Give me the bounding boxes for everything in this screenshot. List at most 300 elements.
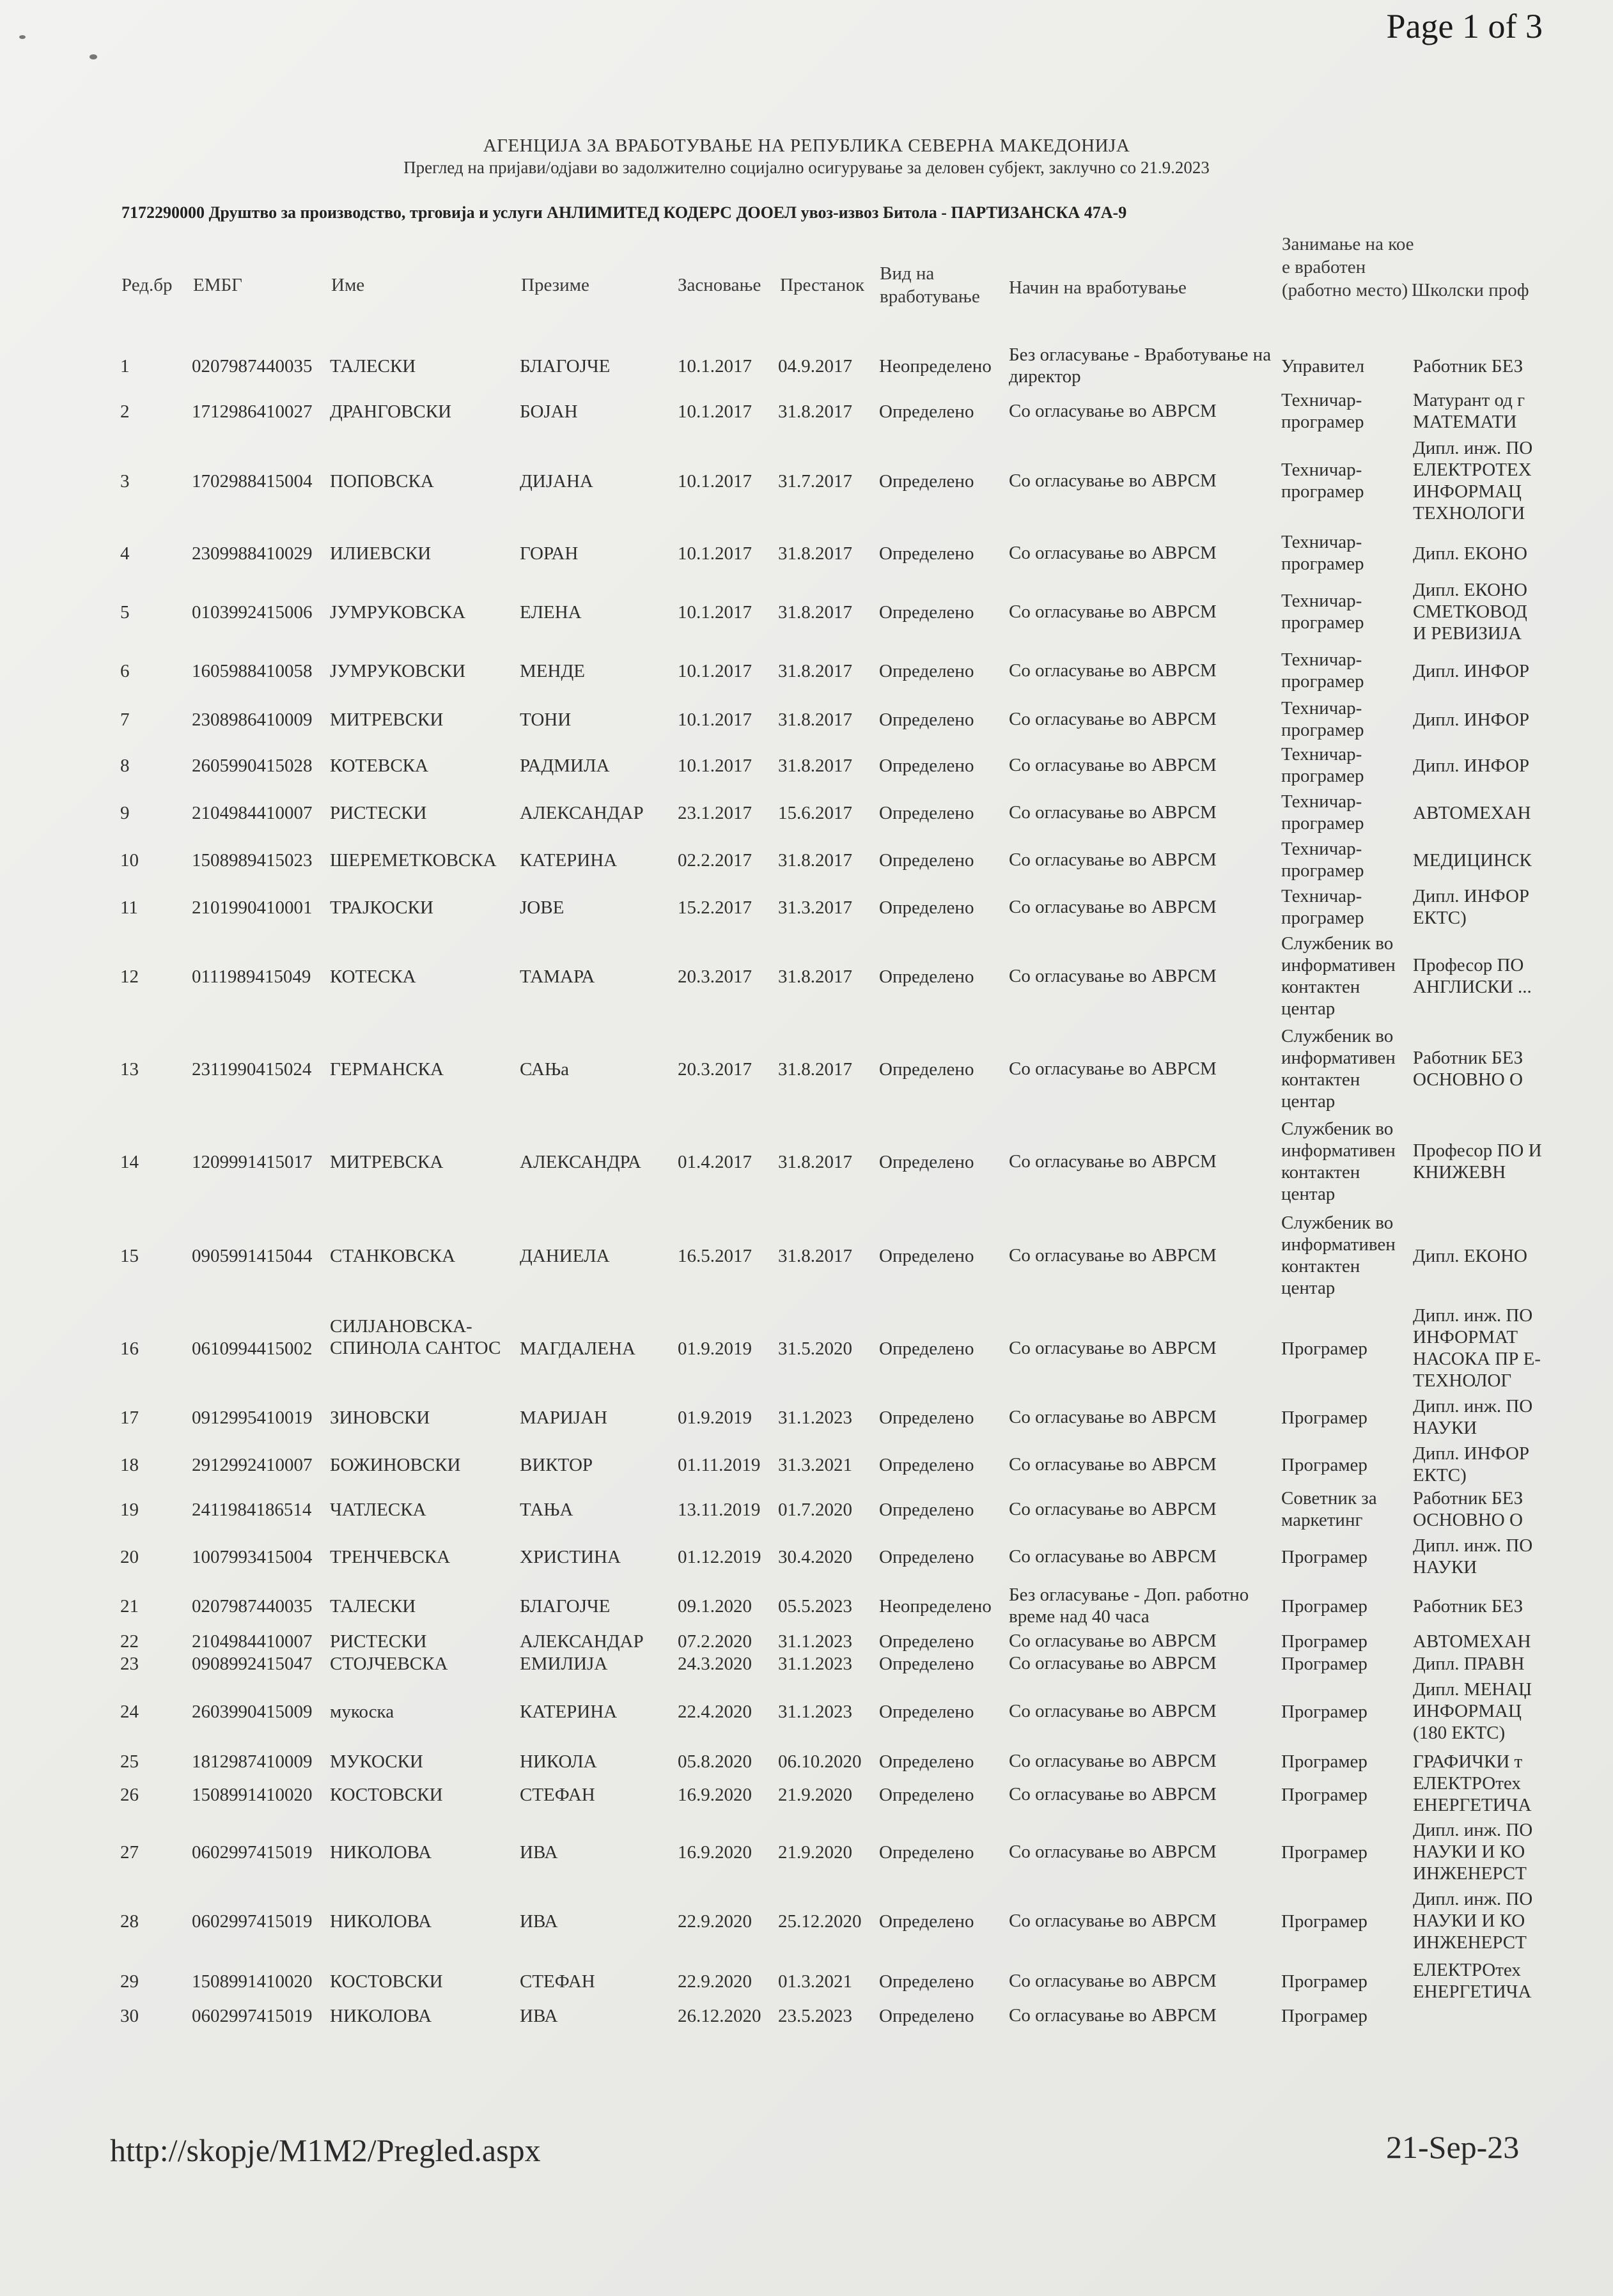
cell-no: 5 [120,602,130,623]
col-header-ime: Име [331,275,365,295]
cell-prezime: АЛЕКСАНДРА [520,1152,641,1172]
cell-zan: Програмер [1281,1654,1368,1674]
cell-zan: Техничар-програмер [1281,744,1364,786]
cell-nacin: Со огласување во АВРСМ [1009,755,1217,775]
cell-zan: Службеник во информативен контактен центар [1281,1026,1396,1112]
cell-zan: Програмер [1281,1455,1368,1475]
cell-embg: 1508991410020 [192,1971,313,1992]
cell-no: 19 [120,1500,139,1520]
cell-sk: Професор ПО И КНИЖЕВН [1413,1140,1542,1183]
cell-embg: 1508991410020 [192,1785,313,1805]
cell-ime: СТОЈЧЕВСКА [330,1654,448,1674]
cell-no: 2 [120,401,130,422]
cell-nacin: Со огласување во АВРСМ [1009,802,1217,823]
cell-ime: ПОПОВСКА [330,471,434,492]
cell-embg: 1209991415017 [192,1152,313,1172]
cell-vid: Определено [879,543,974,564]
col-header-nacin: Начин на вработување [1009,277,1187,298]
cell-prezime: ЈОВЕ [520,897,565,918]
cell-pre: 31.3.2021 [778,1455,852,1475]
cell-prezime: СТЕФАН [520,1785,595,1805]
cell-vid: Определено [879,1500,974,1520]
cell-prezime: ДИЈАНА [520,471,593,492]
cell-no: 8 [120,756,130,776]
col-header-prestanok: Престанок [780,275,864,295]
cell-zas: 07.2.2020 [678,1631,752,1652]
cell-sk: Дипл. инж. ПО НАУКИ И КО ИНЖЕНЕРСТ [1413,1820,1533,1884]
cell-pre: 31.7.2017 [778,471,852,492]
cell-ime: РИСТЕСКИ [330,803,427,823]
cell-nacin: Со огласување во АВРСМ [1009,543,1217,563]
cell-zan: Советник за маркетинг [1281,1488,1377,1530]
col-header-skolski: Школски проф [1412,280,1529,300]
cell-zan: Службеник во информативен контактен центар [1281,1119,1396,1204]
cell-zan: Програмер [1281,1596,1368,1617]
cell-sk: Дипл. инж. ПО НАУКИ [1413,1535,1533,1578]
cell-embg: 0610994415002 [192,1338,313,1359]
cell-pre: 21.9.2020 [778,1785,852,1805]
cell-vid: Определено [879,1059,974,1080]
cell-vid: Определено [879,661,974,681]
cell-zan: Програмер [1281,1338,1368,1359]
cell-zan: Програмер [1281,1751,1368,1772]
cell-ime: МИТРЕВСКИ [330,710,444,730]
cell-no: 10 [120,850,139,871]
cell-zan: Програмер [1281,1408,1368,1428]
cell-sk: МЕДИЦИНСК [1413,850,1532,871]
cell-vid: Определено [879,1842,974,1863]
cell-vid: Определено [879,1971,974,1992]
col-header-prezime: Презиме [521,275,589,295]
cell-vid: Определено [879,2006,974,2026]
cell-prezime: ГОРАН [520,543,579,564]
cell-ime: КОТЕВСКА [330,756,428,776]
page-number: Page 1 of 3 [1386,7,1543,45]
cell-prezime: НИКОЛА [520,1751,597,1772]
cell-zan: Техничар-програмер [1281,791,1364,834]
cell-ime: ШЕРЕМЕТКОВСКА [330,850,497,871]
cell-pre: 31.8.2017 [778,1059,852,1080]
cell-embg: 2411984186514 [192,1500,312,1520]
cell-sk: ЕЛЕКТРОтех ЕНЕРГЕТИЧА [1413,1773,1532,1815]
cell-pre: 04.9.2017 [778,356,852,376]
cell-zas: 10.1.2017 [678,471,752,492]
cell-zan: Техничар-програмер [1281,390,1364,432]
cell-vid: Неопределено [879,356,992,376]
cell-pre: 31.5.2020 [778,1338,852,1359]
cell-zan: Техничар-програмер [1281,591,1364,633]
company-line: 7172290000 Друштво за производство, трговија и услуги АНЛИМИТЕД КОДЕРС ДООЕЛ увоз-извоз Битола - ПАРТИЗАНСКА 47А-9 [121,203,1127,222]
cell-embg: 0207987440035 [192,356,313,376]
cell-nacin: Со огласување во АВРСМ [1009,660,1217,681]
cell-zan: Службеник во информативен контактен центар [1281,933,1396,1019]
cell-sk: ГРАФИЧКИ т [1413,1751,1523,1772]
cell-no: 27 [120,1842,139,1863]
cell-prezime: КАТЕРИНА [520,850,618,871]
cell-ime: КОСТОВСКИ [330,1785,443,1805]
cell-ime: ТАЛЕСКИ [330,356,416,376]
cell-zas: 10.1.2017 [678,401,752,422]
cell-zan: Техничар-програмер [1281,532,1364,574]
cell-vid: Определено [879,1785,974,1805]
cell-zas: 01.4.2017 [678,1152,752,1172]
cell-nacin: Со огласување во АВРСМ [1009,1059,1217,1079]
cell-prezime: РАДМИЛА [520,756,610,776]
cell-pre: 31.3.2017 [778,897,852,918]
cell-sk: Матурант од г МАТЕМАТИ [1413,390,1525,432]
cell-sk: Дипл. ПРАВН [1413,1654,1525,1674]
cell-ime: ТРАЈКОСКИ [330,897,433,918]
cell-vid: Определено [879,897,974,918]
cell-sk: Професор ПО АНГЛИСКИ ... [1413,955,1532,997]
cell-zan: Службеник во информативен контактен центар [1281,1213,1396,1298]
cell-prezime: БЛАГОЈЧЕ [520,356,611,376]
cell-vid: Определено [879,1547,974,1567]
cell-ime: БОЖИНОВСКИ [330,1455,461,1475]
cell-embg: 2104984410007 [192,803,313,823]
cell-no: 20 [120,1547,139,1567]
cell-ime: ЗИНОВСКИ [330,1408,430,1428]
cell-pre: 31.8.2017 [778,1152,852,1172]
cell-ime: мукоска [330,1702,394,1722]
cell-prezime: ТАЊА [520,1500,573,1520]
cell-nacin: Без огласување - Вработување на директор [1009,345,1272,387]
cell-prezime: ЕМИЛИЈА [520,1654,608,1674]
cell-vid: Определено [879,602,974,623]
cell-nacin: Со огласување во АВРСМ [1009,1784,1217,1804]
cell-sk: Работник БЕЗ [1413,356,1523,376]
cell-ime: ТРЕНЧЕВСКА [330,1547,451,1567]
cell-no: 30 [120,2006,139,2026]
cell-pre: 31.8.2017 [778,966,852,987]
cell-prezime: ИВА [520,2006,558,2026]
cell-vid: Определено [879,1631,974,1652]
cell-vid: Определено [879,756,974,776]
cell-no: 22 [120,1631,139,1652]
cell-zan: Управител [1281,356,1365,376]
cell-ime: МУКОСКИ [330,1751,423,1772]
cell-no: 26 [120,1785,139,1805]
cell-vid: Определено [879,803,974,823]
cell-nacin: Со огласување во АВРСМ [1009,1407,1217,1427]
cell-zas: 16.9.2020 [678,1842,752,1863]
cell-prezime: БЛАГОЈЧЕ [520,1596,611,1617]
cell-embg: 2605990415028 [192,756,313,776]
cell-ime: КОСТОВСКИ [330,1971,443,1992]
cell-zan: Програмер [1281,1631,1368,1652]
cell-sk: Работник БЕЗ ОСНОВНО О [1413,1488,1523,1530]
col-header-no: Ред.бр [121,275,173,295]
cell-pre: 05.5.2023 [778,1596,852,1617]
cell-zas: 10.1.2017 [678,756,752,776]
cell-prezime: ВИКТОР [520,1455,593,1475]
cell-zas: 24.3.2020 [678,1654,752,1674]
cell-sk: Дипл. инж. ПО НАУКИ И КО ИНЖЕНЕРСТ [1413,1889,1533,1953]
cell-no: 6 [120,661,130,681]
cell-nacin: Со огласување во АВРСМ [1009,1842,1217,1862]
cell-zan: Програмер [1281,1911,1368,1932]
cell-nacin: Со огласување во АВРСМ [1009,709,1217,729]
cell-embg: 0111989415049 [192,966,311,987]
cell-prezime: КАТЕРИНА [520,1702,618,1722]
cell-nacin: Со огласување во АВРСМ [1009,966,1217,986]
cell-nacin: Со огласување во АВРСМ [1009,601,1217,622]
cell-embg: 2912992410007 [192,1455,313,1475]
cell-pre: 01.3.2021 [778,1971,852,1992]
cell-nacin: Со огласување во АВРСМ [1009,849,1217,870]
cell-no: 9 [120,803,130,823]
paper-speck [19,35,26,39]
cell-zas: 23.1.2017 [678,803,752,823]
cell-embg: 1812987410009 [192,1751,313,1772]
cell-sk: Дипл. инж. ПО ИНФОРМАТ НАСОКА ПР Е-ТЕХНОЛОГ [1413,1305,1541,1391]
cell-zan: Програмер [1281,1785,1368,1805]
cell-pre: 31.1.2023 [778,1654,852,1674]
cell-pre: 31.8.2017 [778,602,852,623]
cell-sk: Дипл. ЕКОНО [1413,1246,1527,1266]
cell-no: 4 [120,543,130,564]
cell-pre: 31.8.2017 [778,756,852,776]
cell-vid: Определено [879,1911,974,1932]
cell-zan: Програмер [1281,1547,1368,1567]
cell-pre: 23.5.2023 [778,2006,852,2026]
cell-no: 28 [120,1911,139,1932]
cell-ime: ЈУМРУКОВСКА [330,602,466,623]
cell-nacin: Со огласување во АВРСМ [1009,1653,1217,1673]
cell-pre: 31.1.2023 [778,1631,852,1652]
cell-no: 15 [120,1246,139,1266]
cell-ime: ЧАТЛЕСКА [330,1500,426,1520]
cell-zan: Програмер [1281,1702,1368,1722]
footer-url: http://skopje/M1M2/Pregled.aspx [110,2132,541,2168]
cell-zan: Програмер [1281,2006,1368,2026]
cell-pre: 21.9.2020 [778,1842,852,1863]
cell-ime: ТАЛЕСКИ [330,1596,416,1617]
cell-vid: Определено [879,966,974,987]
cell-embg: 1702988415004 [192,471,313,492]
cell-pre: 31.8.2017 [778,850,852,871]
cell-prezime: ТОНИ [520,710,572,730]
cell-no: 29 [120,1971,139,1992]
cell-zan: Програмер [1281,1842,1368,1863]
cell-no: 11 [120,897,138,918]
cell-pre: 01.7.2020 [778,1500,852,1520]
cell-pre: 31.8.2017 [778,401,852,422]
cell-ime: МИТРЕВСКА [330,1152,444,1172]
cell-ime: НИКОЛОВА [330,2006,432,2026]
cell-zas: 10.1.2017 [678,356,752,376]
cell-no: 16 [120,1338,139,1359]
cell-zas: 10.1.2017 [678,710,752,730]
cell-no: 1 [120,356,130,376]
cell-vid: Неопределено [879,1596,992,1617]
cell-zas: 10.1.2017 [678,661,752,681]
cell-embg: 0908992415047 [192,1654,313,1674]
cell-pre: 06.10.2020 [778,1751,862,1772]
cell-prezime: МАГДАЛЕНА [520,1338,635,1359]
cell-embg: 1508989415023 [192,850,313,871]
cell-vid: Определено [879,1654,974,1674]
cell-nacin: Без огласување - Доп. работно време над 40 часа [1009,1585,1249,1627]
col-header-vid: Вид на вработување [880,263,980,307]
cell-zas: 10.1.2017 [678,602,752,623]
cell-zas: 16.9.2020 [678,1785,752,1805]
col-header-zasnovanje: Засновање [678,275,761,295]
cell-pre: 30.4.2020 [778,1547,852,1567]
cell-ime: НИКОЛОВА [330,1911,432,1932]
cell-zan: Техничар-програмер [1281,460,1364,502]
cell-embg: 0602997415019 [192,2006,313,2026]
cell-sk: Дипл. инж. ПО НАУКИ [1413,1396,1533,1438]
cell-zas: 22.4.2020 [678,1702,752,1722]
cell-prezime: БОЈАН [520,401,578,422]
cell-nacin: Со огласување во АВРСМ [1009,1971,1217,1991]
cell-pre: 31.1.2023 [778,1408,852,1428]
cell-zan: Програмер [1281,1971,1368,1992]
cell-pre: 31.8.2017 [778,543,852,564]
cell-pre: 31.1.2023 [778,1702,852,1722]
cell-no: 23 [120,1654,139,1674]
cell-prezime: САЊа [520,1059,570,1080]
cell-zas: 05.8.2020 [678,1751,752,1772]
cell-sk: Дипл. ИНФОР ЕКТС) [1413,886,1530,928]
cell-sk: Дипл. ИНФОР [1413,661,1530,681]
cell-prezime: ДАНИЕЛА [520,1246,610,1266]
cell-vid: Определено [879,401,974,422]
cell-sk: Дипл. ИНФОР [1413,756,1530,776]
cell-embg: 1007993415004 [192,1547,313,1567]
cell-sk: Дипл. ЕКОНО СМЕТКОВОД И РЕВИЗИЈА [1413,580,1527,644]
cell-pre: 31.8.2017 [778,661,852,681]
cell-nacin: Со огласување во АВРСМ [1009,470,1217,491]
cell-ime: РИСТЕСКИ [330,1631,427,1652]
cell-ime: СИЛЈАНОВСКА-СПИНОЛА САНТОС [330,1316,501,1358]
footer-date: 21-Sep-23 [1386,2129,1520,2165]
cell-nacin: Со огласување во АВРСМ [1009,2005,1217,2026]
cell-no: 14 [120,1152,139,1172]
cell-sk: ЕЛЕКТРОтех ЕНЕРГЕТИЧА [1413,1960,1532,2002]
cell-embg: 2603990415009 [192,1702,313,1722]
cell-pre: 25.12.2020 [778,1911,862,1932]
cell-prezime: МЕНДЕ [520,661,585,681]
cell-pre: 31.8.2017 [778,710,852,730]
cell-embg: 1605988410058 [192,661,313,681]
cell-nacin: Со огласување во АВРСМ [1009,1245,1217,1266]
cell-embg: 2309988410029 [192,543,313,564]
report-subtitle: Преглед на пријави/одјави во задолжително социјално осигурување за деловен субјект, заклучно со 21.9.2023 [403,158,1210,177]
cell-zan: Техничар-програмер [1281,839,1364,881]
cell-nacin: Со огласување во АВРСМ [1009,897,1217,917]
cell-no: 3 [120,471,130,492]
cell-sk: АВТОМЕХАН [1413,803,1531,823]
cell-zas: 20.3.2017 [678,1059,752,1080]
cell-prezime: ТАМАРА [520,966,595,987]
cell-zas: 20.3.2017 [678,966,752,987]
cell-pre: 15.6.2017 [778,803,852,823]
cell-ime: ГЕРМАНСКА [330,1059,444,1080]
cell-vid: Определено [879,471,974,492]
cell-nacin: Со огласување во АВРСМ [1009,1151,1217,1172]
cell-zan: Техничар-програмер [1281,886,1364,928]
cell-sk: Работник БЕЗ [1413,1596,1523,1617]
cell-nacin: Со огласување во АВРСМ [1009,1546,1217,1567]
cell-embg: 0905991415044 [192,1246,313,1266]
col-header-zanimanje: Занимање на кое е вработен (работно место) [1282,234,1414,300]
cell-zas: 01.12.2019 [678,1547,761,1567]
cell-zas: 26.12.2020 [678,2006,761,2026]
cell-embg: 2101990410001 [192,897,313,918]
cell-sk: Работник БЕЗ ОСНОВНО О [1413,1048,1523,1090]
cell-zas: 09.1.2020 [678,1596,752,1617]
cell-zas: 01.11.2019 [678,1455,761,1475]
cell-zas: 10.1.2017 [678,543,752,564]
cell-prezime: ИВА [520,1911,558,1932]
cell-pre: 31.8.2017 [778,1246,852,1266]
cell-embg: 0912995410019 [192,1408,313,1428]
cell-nacin: Со огласување во АВРСМ [1009,1751,1217,1771]
cell-zas: 13.11.2019 [678,1500,761,1520]
cell-ime: ДРАНГОВСКИ [330,401,452,422]
cell-prezime: ИВА [520,1842,558,1863]
cell-no: 18 [120,1455,139,1475]
cell-prezime: ЕЛЕНА [520,602,582,623]
cell-zas: 01.9.2019 [678,1338,752,1359]
cell-prezime: СТЕФАН [520,1971,595,1992]
cell-no: 12 [120,966,139,987]
cell-embg: 2311990415024 [192,1059,312,1080]
cell-no: 21 [120,1596,139,1617]
cell-no: 7 [120,710,130,730]
cell-nacin: Со огласување во АВРСМ [1009,1338,1217,1358]
cell-zas: 22.9.2020 [678,1971,752,1992]
cell-zas: 16.5.2017 [678,1246,752,1266]
cell-vid: Определено [879,1408,974,1428]
cell-zas: 22.9.2020 [678,1911,752,1932]
cell-prezime: МАРИЈАН [520,1408,607,1428]
cell-embg: 0602997415019 [192,1842,313,1863]
cell-ime: СТАНКОВСКА [330,1246,456,1266]
cell-nacin: Со огласување во АВРСМ [1009,1701,1217,1721]
report-header [0,136,1613,178]
cell-vid: Определено [879,1338,974,1359]
cell-no: 17 [120,1408,139,1428]
agency-title: АГЕНЦИЈА ЗА ВРАБОТУВАЊЕ НА РЕПУБЛИКА СЕВЕРНА МАКЕДОНИЈА [483,136,1130,156]
cell-vid: Определено [879,1152,974,1172]
cell-vid: Определено [879,1246,974,1266]
cell-vid: Определено [879,710,974,730]
cell-no: 24 [120,1702,139,1722]
cell-sk: Дипл. ЕКОНО [1413,543,1527,564]
cell-no: 25 [120,1751,139,1772]
cell-nacin: Со огласување во АВРСМ [1009,401,1217,421]
cell-embg: 0207987440035 [192,1596,313,1617]
cell-zas: 01.9.2019 [678,1408,752,1428]
cell-vid: Определено [879,850,974,871]
cell-sk: АВТОМЕХАН [1413,1631,1531,1652]
cell-ime: НИКОЛОВА [330,1842,432,1863]
paper-speck [90,54,97,59]
cell-sk: Дипл. МЕНАЏ ИНФОРМАЦ (180 ЕКТС) [1413,1679,1532,1743]
cell-vid: Определено [879,1751,974,1772]
cell-embg: 0602997415019 [192,1911,313,1932]
cell-nacin: Со огласување во АВРСМ [1009,1454,1217,1475]
cell-sk: Дипл. инж. ПО ЕЛЕКТРОТЕХ ИНФОРМАЦ ТЕХНОЛОГИ [1413,438,1533,524]
cell-vid: Определено [879,1455,974,1475]
cell-zan: Техничар-програмер [1281,649,1364,692]
cell-ime: КОТЕСКА [330,966,416,987]
cell-sk: Дипл. ИНФОР [1413,710,1530,730]
cell-zan: Техничар-програмер [1281,698,1364,740]
